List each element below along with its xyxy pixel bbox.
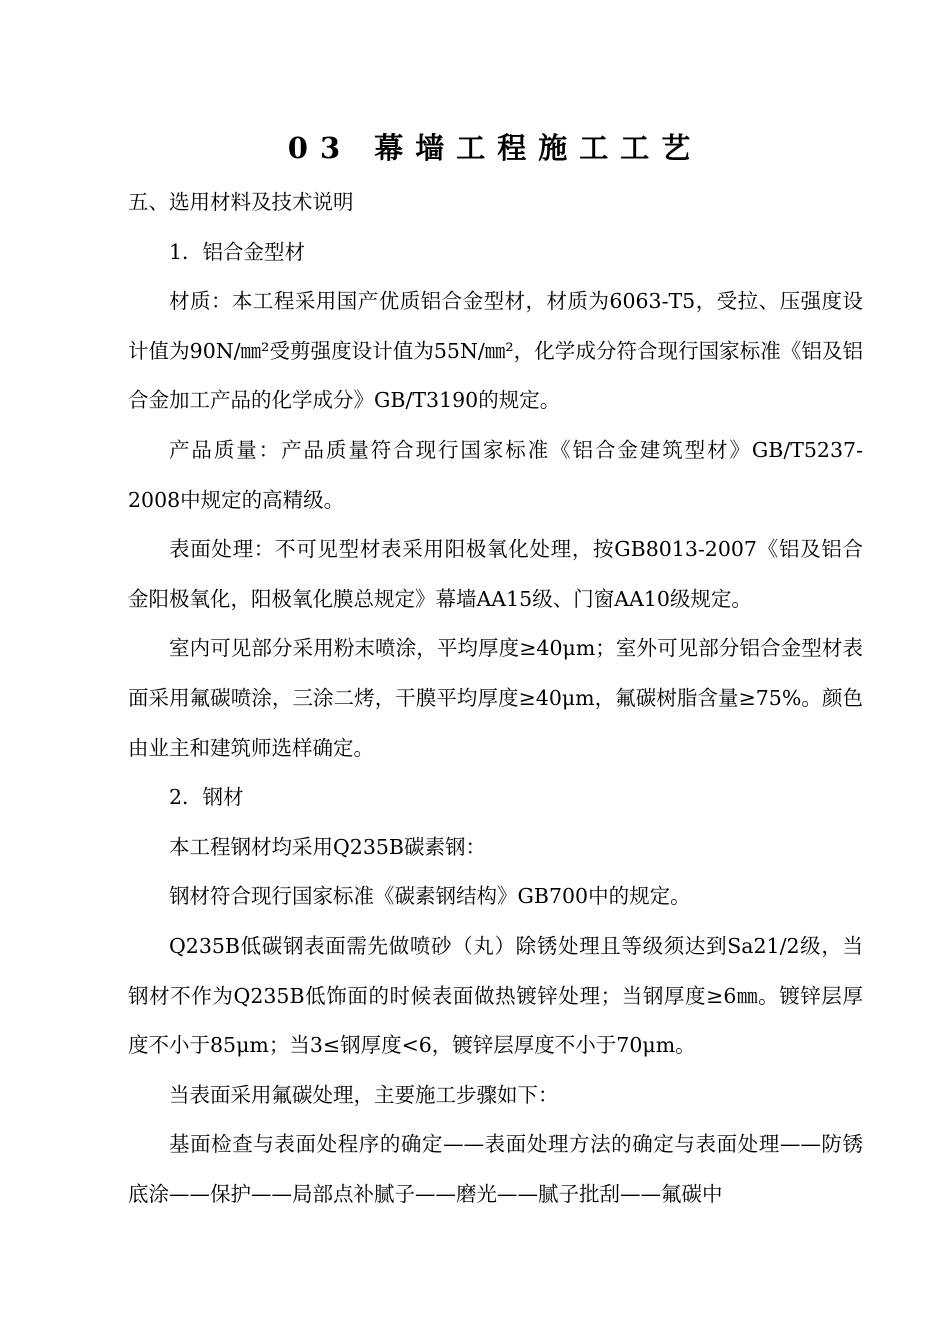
- page-title: 03 幕墙工程施工工艺: [287, 131, 703, 165]
- paragraph-quality: 产品质量：产品质量符合现行国家标准《铝合金建筑型材》GB/T5237-2008中规定的高精级。: [128, 437, 863, 512]
- paragraph-steel-standard: 钢材符合现行国家标准《碳素钢结构》GB700中的规定。: [169, 884, 691, 909]
- paragraph-material: 材质：本工程采用国产优质铝合金型材，材质为6063-T5，受拉、压强度设计值为90N/㎜²受剪强度设计值为55N/㎜²，化学成分符合现行国家标准《铝及铝合金加工产品的化学成分》GB/T3190的规定。: [128, 289, 863, 413]
- document-body: [128, 178, 863, 1219]
- paragraph-fluorocarbon-intro: 当表面采用氟碳处理，主要施工步骤如下：: [169, 1082, 559, 1107]
- paragraph-galvanizing: Q235B低碳钢表面需先做喷砂（丸）除锈处理且等级须达到Sa21/2级，当钢材不作为Q235B低饰面的时候表面做热镀锌处理；当钢厚度≥6㎜。镀锌层厚度不小于85μm；当3≤钢厚度<6，镀锌层厚度不小于70μm。: [128, 933, 863, 1058]
- paragraph-steel-grade: 本工程钢材均采用Q235B碳素钢：: [169, 834, 486, 859]
- paragraph-surface-treatment: 表面处理：不可见型材表采用阳极氧化处理，按GB8013-2007《铝及铝合金阳极氧化，阳极氧化膜总规定》幕墙AA15级、门窗AA10级规定。: [128, 537, 863, 611]
- paragraph-steps: 基面检查与表面处程序的确定——表面处理方法的确定与表面处理——防锈底涂——保护——局部点补腻子——磨光——腻子批刮——氟碳中: [128, 1132, 863, 1206]
- paragraph-coating: 室内可见部分采用粉末喷涂，平均厚度≥40μm；室外可见部分铝合金型材表面采用氟碳喷涂，三涂二烤，干膜平均厚度≥40μm，氟碳树脂含量≥75%。颜色由业主和建筑师选样确定。: [128, 636, 863, 760]
- section-heading: 五、选用材料及技术说明: [128, 190, 354, 214]
- subheading-aluminum: 1．铝合金型材: [169, 239, 306, 264]
- subheading-steel: 2．钢材: [169, 785, 244, 810]
